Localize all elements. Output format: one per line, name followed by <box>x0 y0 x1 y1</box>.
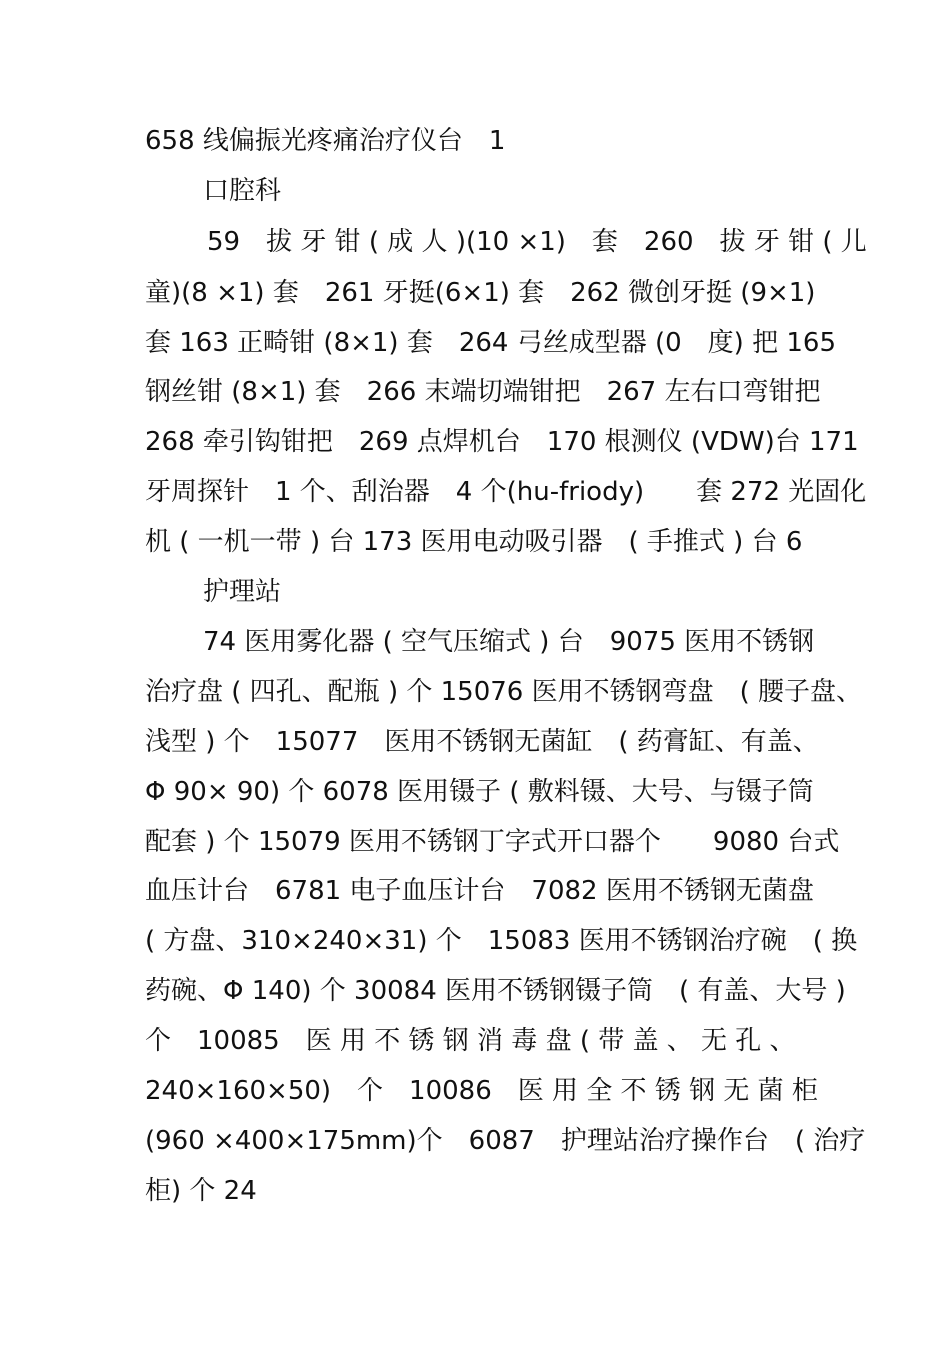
equipment-line: 童)(8 ×1) 套 261 牙挺(6×1) 套 262 微创牙挺 (9×1) <box>145 278 816 308</box>
equipment-line: 浅型 ) 个 15077 医用不锈钢无菌缸 ( 药膏缸、有盖、 <box>145 727 819 757</box>
section-heading-stomatology: 口腔科 <box>203 176 282 206</box>
equipment-line: 74 医用雾化器 ( 空气压缩式 ) 台 9075 医用不锈钢 <box>203 627 815 657</box>
equipment-line: 钢丝钳 (8×1) 套 266 末端切端钳把 267 左右口弯钳把 <box>145 377 821 407</box>
equipment-line: 268 牵引钩钳把 269 点焊机台 170 根测仪 (VDW)台 171 <box>145 427 859 457</box>
equipment-line: ( 方盘、310×240×31) 个 15083 医用不锈钢治疗碗 ( 换 <box>145 926 858 956</box>
section-heading-nursing-station: 护理站 <box>203 577 282 607</box>
equipment-line: 药碗、Φ 140) 个 30084 医用不锈钢镊子筒 ( 有盖、大号 ) <box>145 976 846 1006</box>
equipment-line: 配套 ) 个 15079 医用不锈钢丁字式开口器个 9080 台式 <box>145 827 840 857</box>
equipment-line: 个 10085 医 用 不 锈 钢 消 毒 盘 ( 带 盖 、 无 孔 、 <box>145 1026 796 1056</box>
equipment-line: Φ 90× 90) 个 6078 医用镊子 ( 敷料镊、大号、与镊子筒 <box>145 777 814 807</box>
equipment-line: 机 ( 一机一带 ) 台 173 医用电动吸引器 ( 手推式 ) 台 6 <box>145 527 803 557</box>
equipment-line: 牙周探针 1 个、刮治器 4 个(hu-friody) 套 272 光固化 <box>145 477 867 507</box>
equipment-line: 治疗盘 ( 四孔、配瓶 ) 个 15076 医用不锈钢弯盘 ( 腰子盘、 <box>145 677 862 707</box>
equipment-line: 套 163 正畸钳 (8×1) 套 264 弓丝成型器 (0 度) 把 165 <box>145 328 836 358</box>
equipment-line: 柜) 个 24 <box>145 1176 257 1206</box>
equipment-line: 658 线偏振光疼痛治疗仪台 1 <box>145 126 506 156</box>
equipment-line: 血压计台 6781 电子血压计台 7082 医用不锈钢无菌盘 <box>145 876 814 906</box>
equipment-line: 59 拔 牙 钳 ( 成 人 )(10 ×1) 套 260 拔 牙 钳 ( 儿 <box>207 227 867 257</box>
equipment-line: (960 ×400×175mm)个 6087 护理站治疗操作台 ( 治疗 <box>145 1126 866 1156</box>
equipment-line: 240×160×50) 个 10086 医 用 全 不 锈 钢 无 菌 柜 <box>145 1076 818 1106</box>
